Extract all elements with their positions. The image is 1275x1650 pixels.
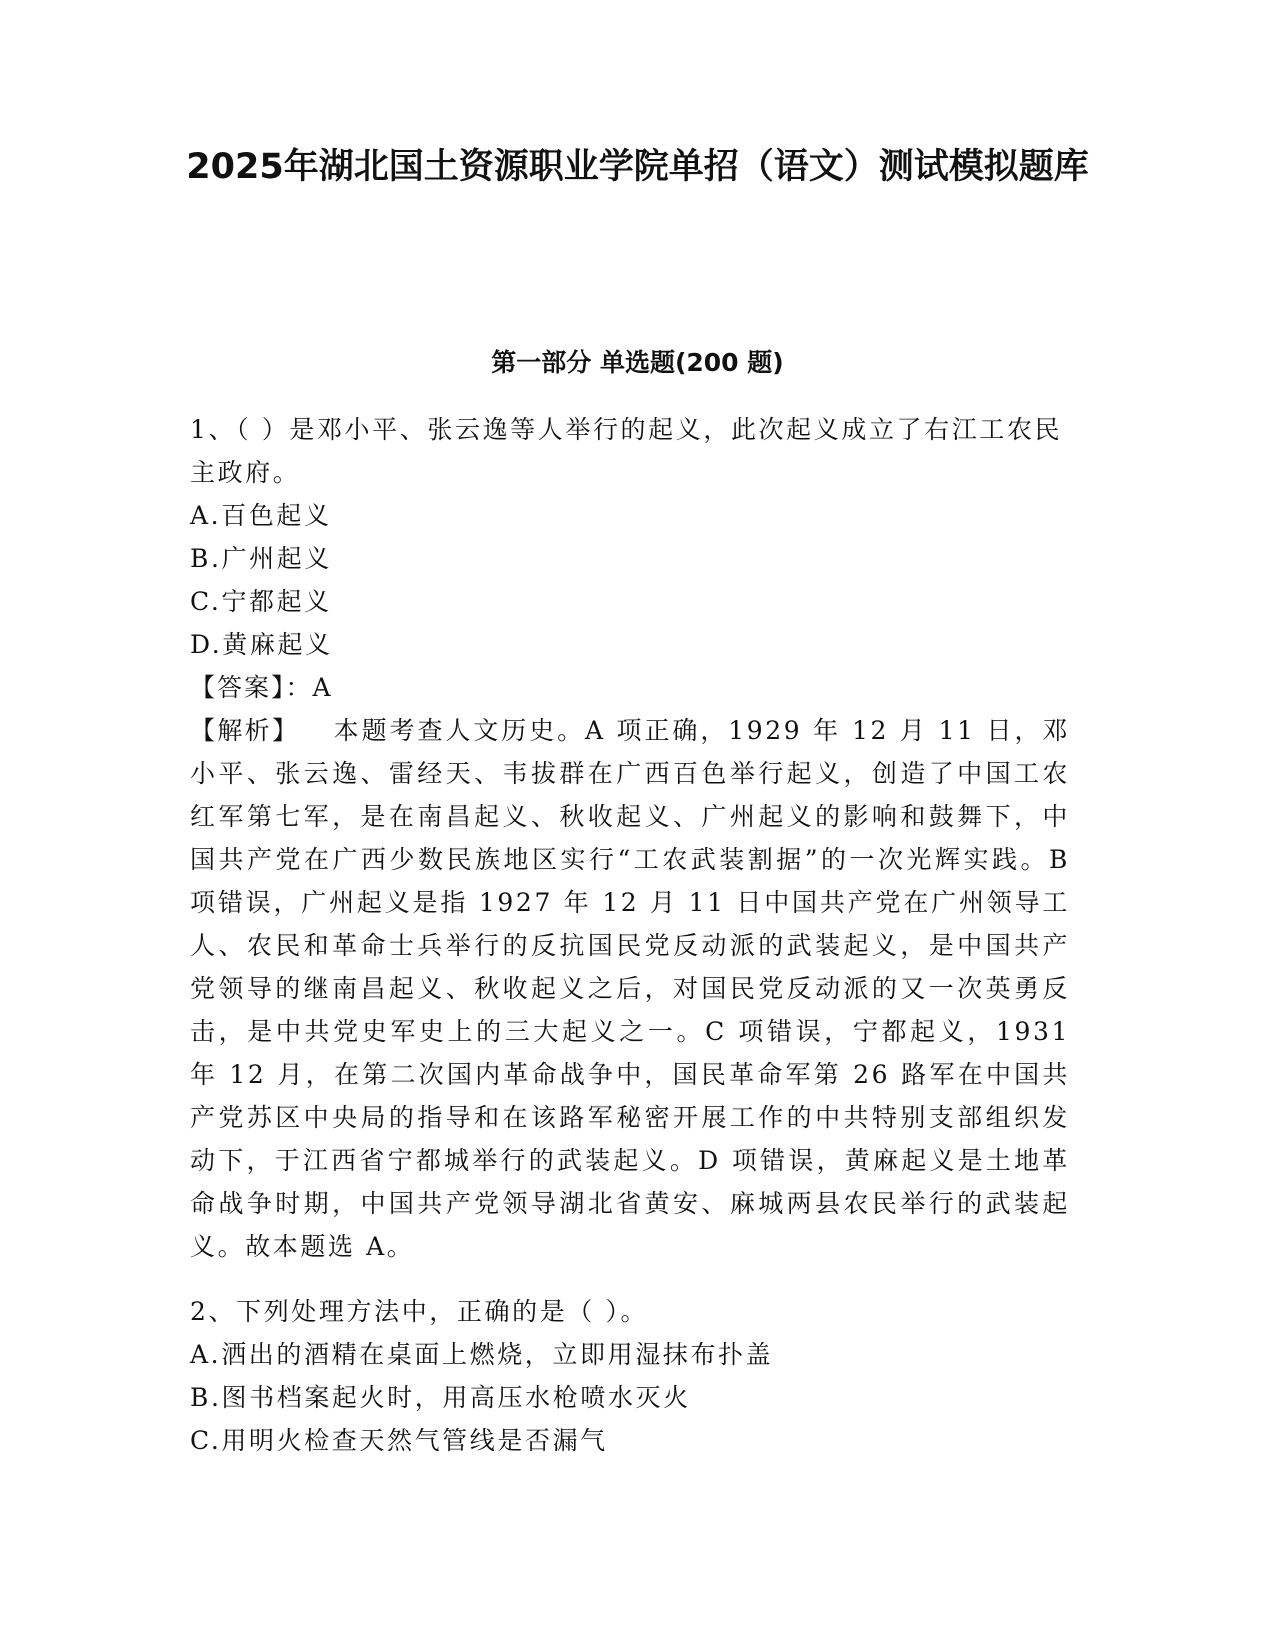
question-2	[190, 1290, 1090, 1462]
answer-value: A	[312, 673, 334, 702]
analysis-text: 本题考查人文历史。A 项正确，1929 年 12 月 11 日，邓小平、张云逸、雷经天、韦拔群在广西百色举行起义，创造了中国工农红军第七军，是在南昌起义、秋收起义、广州起义的影响和鼓舞下，中国共产党在广西少数民族地区实行“工农武装割据”的一次光辉实践。B 项错误，广州起义是指 1927 年 12 月 11 日中国共产党在广州领导工人、农民和革命士兵举行的反抗国民党反动派的武装起义，是中国共产党领导的继南昌起义、秋收起义之后，对国民党反动派的又一次英勇反击，是中共党史军史上的三大起义之一。C 项错误，宁都起义，1931 年 12 月，在第二次国内革命战争中，国民革命军第 26 路军在中国共产党苏区中央局的指导和在该路军秘密开展工作的中共特别支部组织发动下，于江西省宁都城举行的武装起义。D 项错误，黄麻起义是土地革命战争时期，中国共产党领导湖北省黄安、麻城两县农民举行的武装起义。故本题选 A。	[190, 716, 1070, 1261]
question-1-answer	[190, 666, 1090, 709]
question-2-option-a: A.洒出的酒精在桌面上燃烧，立即用湿抹布扑盖	[190, 1340, 774, 1369]
question-2-option-c: C.用明火检查天然气管线是否漏气	[190, 1426, 608, 1455]
question-1-analysis	[190, 709, 1070, 1268]
question-1-option-d: D.黄麻起义	[190, 630, 333, 659]
question-1-option-c: C.宁都起义	[190, 587, 332, 616]
question-1	[190, 408, 1090, 1268]
question-1-option-a: A.百色起义	[190, 501, 332, 530]
answer-label: 【答案】：	[190, 673, 313, 702]
question-1-option-b: B.广州起义	[190, 544, 332, 573]
question-2-option-b: B.图书档案起火时，用高压水枪喷水灭火	[190, 1383, 691, 1412]
document-title: 2025年湖北国土资源职业学院单招（语文）测试模拟题库	[186, 147, 1089, 187]
question-1-stem: 1、（ ）是邓小平、张云逸等人举行的起义，此次起义成立了右江工农民主政府。	[190, 415, 1063, 487]
question-2-stem: 2、下列处理方法中，正确的是（ ）。	[190, 1297, 649, 1326]
analysis-label: 【解析】	[190, 716, 300, 745]
section-heading: 第一部分 单选题(200 题)	[491, 348, 784, 377]
